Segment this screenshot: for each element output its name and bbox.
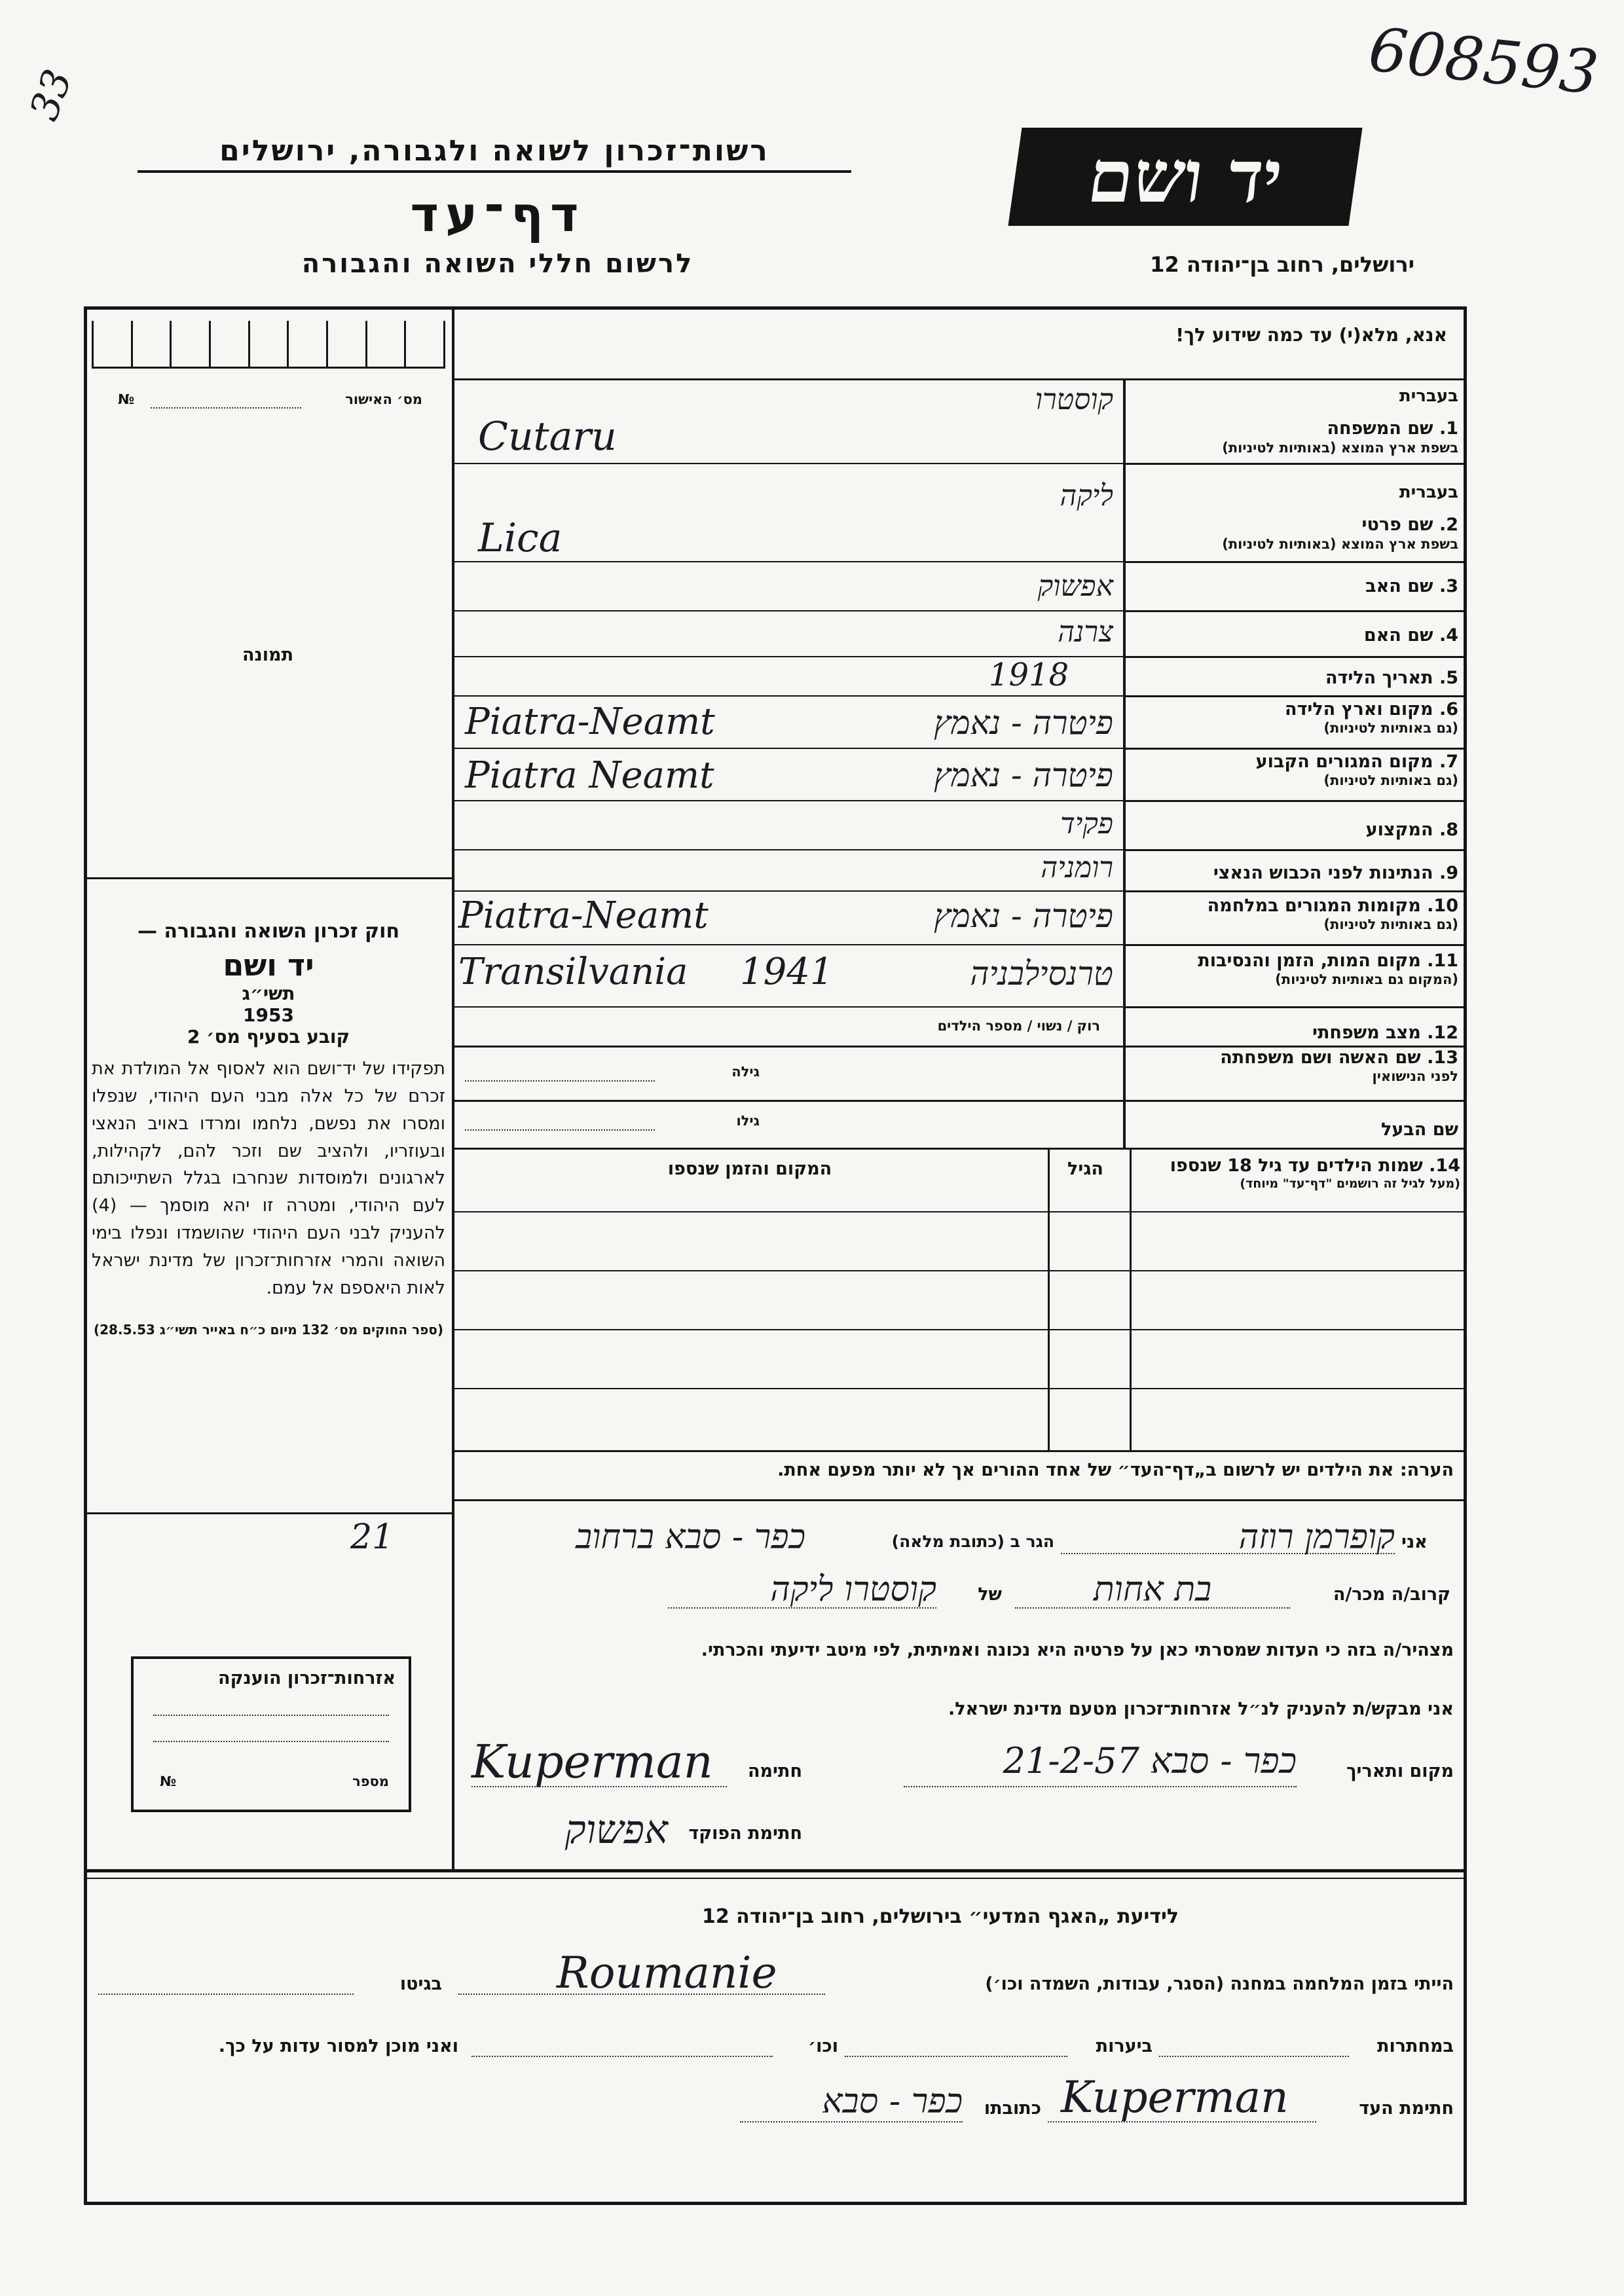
children-table <box>452 1149 1467 1480</box>
rule <box>85 1878 1467 1879</box>
birthplace-hebrew: פיטרה - נאמץ <box>934 704 1113 742</box>
authority-name: רשות־זכרון לשואה ולגבורה, ירושלים <box>138 134 851 173</box>
law-clause: קובע בסעיף מס׳ 2 <box>187 1026 350 1048</box>
rule <box>1123 890 1467 892</box>
husband-age-label: גילו <box>736 1113 760 1129</box>
rule <box>1123 944 1467 946</box>
declarant-name: קופרמן רוזה <box>1238 1518 1395 1557</box>
confirmation-label: מס׳ האישור <box>345 392 422 407</box>
surname-hebrew: קוסטרו <box>1035 383 1113 416</box>
field-8-num: 8. <box>1439 820 1458 840</box>
relation-line <box>1015 1607 1290 1609</box>
signature-label: חתימה <box>747 1761 802 1781</box>
field-13-sub: לפני הנישואין <box>1372 1068 1458 1085</box>
field-9-title: הנתינות לפני הכבוש הנאצי <box>1213 863 1433 883</box>
field-11-sub: (המקום גם באותיות לטיניות) <box>1275 972 1458 988</box>
law-year: 1953 <box>243 1004 294 1026</box>
field-6-sub: (גם באותיות לטיניות) <box>1323 720 1458 737</box>
marital-hint: רוק / נשוי / מספר הילדים <box>937 1018 1100 1034</box>
rule <box>85 1869 1467 1872</box>
witness-ready: ואני מוכן למסור עדות על כך. <box>218 2036 458 2056</box>
field-7-label <box>1128 752 1458 788</box>
father-name: אפשוק <box>1037 570 1113 603</box>
witness-forests: ביערות <box>1096 2036 1153 2056</box>
relation: בת אחות <box>1093 1570 1212 1609</box>
field-14-num: 14. <box>1429 1156 1460 1176</box>
husband-age-line <box>465 1129 655 1131</box>
confirmation-line <box>151 407 301 409</box>
address: ירושלים, רחוב בן־יהודה 12 <box>1150 252 1414 277</box>
profession: פקיד <box>1060 807 1113 841</box>
witness-line1-line <box>458 1994 825 1995</box>
husband-label: שם הבעל <box>1380 1120 1458 1140</box>
field-11-num: 11. <box>1427 951 1458 971</box>
witness-sig-label: חתימת העד <box>1359 2098 1454 2119</box>
witness-ghetto: בגיטו <box>399 1974 442 1994</box>
children-age-header: הגיל <box>1067 1159 1103 1179</box>
declarant-signature: Kuperman <box>471 1735 713 1789</box>
field-12-title: מצב משפחתי <box>1312 1023 1421 1043</box>
death-place-hebrew: טרנסילבניה <box>970 955 1113 993</box>
label-column-divider <box>1123 378 1126 1148</box>
witness-underground-line <box>1159 2056 1349 2057</box>
field-12-num: 12. <box>1427 1023 1458 1043</box>
residence-latin: Piatra Neamt <box>465 754 714 797</box>
witness-signature: Kuperman <box>1061 2072 1289 2123</box>
record-number: 608593 <box>1365 14 1602 109</box>
field-8-label <box>1128 820 1458 841</box>
official-signature: אפשוק <box>564 1807 668 1853</box>
rule <box>452 610 1123 611</box>
witness-addr-label: כתובתו <box>984 2098 1041 2119</box>
wartime-residence-latin: Piatra-Neamt <box>458 894 709 937</box>
place-date-value: כפר - סבא 21-2-57 <box>1003 1740 1297 1781</box>
rule <box>452 463 1123 464</box>
field-5-num: 5. <box>1439 668 1458 688</box>
death-year: 1941 <box>740 951 834 993</box>
field-9-num: 9. <box>1439 863 1458 883</box>
rule <box>1123 800 1467 802</box>
place-date-line <box>904 1786 1297 1787</box>
witness-etc-line <box>471 2056 773 2057</box>
official-label: חתימת הפוקד <box>688 1823 802 1844</box>
relative-label: קרוב/ה מכר/ה <box>1333 1584 1450 1605</box>
field-1-title: שם המשפחה <box>1327 418 1433 439</box>
witness-ghetto-line <box>98 1994 354 1995</box>
intro-text: אנא, מלא(י) עד כמה שידוע לך! <box>1175 324 1447 346</box>
rule <box>1123 849 1467 851</box>
field-6-title: מקום וארץ הלידה <box>1284 699 1433 720</box>
margin-number: 33 <box>21 64 82 126</box>
field-6-label <box>1128 699 1458 736</box>
field-4-num: 4. <box>1439 625 1458 646</box>
of-name: קוסטרו ליקה <box>770 1570 936 1609</box>
declaration: מצהיר/ה בזה כי העדות שמסרתי כאן על פרטיה היא נכונה ואמיתית, לפי מיטב ידיעתי והכרתי. <box>701 1640 1454 1660</box>
field-10-label <box>1128 896 1458 932</box>
field-9-label <box>1128 863 1458 884</box>
citizenship-box-number-label: מספר <box>352 1774 389 1789</box>
lives-label: הגר ב (כתובת מלאה) <box>891 1532 1054 1551</box>
rule <box>452 890 1123 892</box>
note: הערה: את הילדים יש לרשום ב„דף־העד״ של אחד ההורים אך לא יותר מפעם אחת. <box>777 1460 1454 1480</box>
field-1-num: 1. <box>1439 418 1458 439</box>
field-13-label <box>1128 1048 1458 1084</box>
form-subtitle: לרשום חללי השואה והגבורה <box>301 249 694 279</box>
field-5-label <box>1128 668 1458 689</box>
field-2-hebrew-tag: בעברית <box>1399 483 1458 502</box>
citizenship-box <box>131 1656 411 1812</box>
rule <box>452 378 1467 380</box>
law-box <box>92 920 445 1338</box>
declarant-house: 21 <box>350 1518 394 1557</box>
of-name-line <box>668 1607 936 1609</box>
wife-age-line <box>465 1080 655 1082</box>
field-11-title: מקום המות, הזמן והנסיבות <box>1198 951 1421 971</box>
law-body: תפקידו של יד־ושם הוא לאסוף אל המולדת את זכרם של כל אלה מבני העם היהודי, שנפלו ומסרו את נפשם, נלחמו ומרדו באויב הנאצי ובעוזריו, ולהציב שם וזכר להם, לקהילות, לארגונים ולמוסדות שנחרבו בגלל השתייכותם לעם היהודי, ומטרה זו יהא מוסמך — (4) להעניק לבני העם היהודי שהושמדו ונפלו בימי השואה והמרי אזרחות־זכרון של מדינת ישראל לאות היאספם אל עמם. <box>92 1059 445 1298</box>
law-title: חוק זכרון השואה והגבורה — <box>137 920 400 943</box>
firstname-latin: Lica <box>478 515 563 561</box>
witness-heading: לידיעת „האגף המדעי״ בירושלים, רחוב בן־יהודה 12 <box>701 1905 1179 1928</box>
declarant-i-label: אני <box>1401 1532 1428 1552</box>
field-4-title: שם האם <box>1363 625 1433 646</box>
rule <box>452 748 1123 749</box>
wartime-residence-hebrew: פיטרה - נאמץ <box>934 897 1113 935</box>
witness-sig-line <box>1048 2121 1316 2123</box>
field-7-title: מקום המגורים הקבוע <box>1255 752 1433 772</box>
rule <box>1123 695 1467 697</box>
field-10-title: מקומות המגורים במלחמה <box>1207 896 1421 916</box>
field-3-title: שם האב <box>1365 576 1433 596</box>
rule <box>85 1512 452 1514</box>
nationality: רומניה <box>1041 851 1113 884</box>
column-divider <box>452 308 454 1869</box>
surname-latin: Cutaru <box>478 414 617 460</box>
field-2-label <box>1128 483 1458 552</box>
form-title: דף־עד <box>410 187 585 243</box>
rule <box>1123 748 1467 750</box>
field-6-num: 6. <box>1439 699 1458 720</box>
field-3-label <box>1128 576 1458 597</box>
place-date-label: מקום ותאריך <box>1346 1761 1454 1781</box>
field-2-sub: בשפת ארץ המוצא (באותיות לטיניות) <box>1222 536 1458 552</box>
rule <box>452 695 1123 697</box>
rule <box>452 561 1123 562</box>
citizenship-box-no: № <box>160 1774 177 1789</box>
birth-date: 1918 <box>989 657 1069 693</box>
field-3-num: 3. <box>1439 576 1458 596</box>
rule <box>1123 1006 1467 1008</box>
field-7-num: 7. <box>1439 752 1458 772</box>
rule <box>452 1100 1467 1102</box>
rule <box>1123 561 1467 563</box>
rule <box>85 877 452 879</box>
field-10-num: 10. <box>1427 896 1458 916</box>
field-2-num: 2. <box>1439 515 1458 536</box>
rule <box>452 849 1123 850</box>
witness-line1-label: הייתי בזמן המלחמה במחנה (הסגר, עבודות, השמדה וכו׳) <box>985 1974 1454 1994</box>
rule <box>1123 463 1467 465</box>
rule <box>452 944 1123 945</box>
rule <box>452 1499 1467 1501</box>
field-14-label <box>1133 1156 1460 1191</box>
rule <box>1123 656 1467 658</box>
field-7-sub: (גם באותיות לטיניות) <box>1323 773 1458 789</box>
field-13-num: 13. <box>1427 1048 1458 1068</box>
witness-etc: וכו׳ <box>808 2036 838 2056</box>
field-1-hebrew-tag: בעברית <box>1399 386 1458 406</box>
photo-label: תמונה <box>242 645 294 665</box>
residence-hebrew: פיטרה - נאמץ <box>934 756 1113 794</box>
field-5-title: תאריך הלידה <box>1325 668 1433 688</box>
firstname-hebrew: ליקה <box>1060 479 1113 513</box>
of-label: של <box>978 1584 1002 1605</box>
witness-underground: במחתרות <box>1377 2036 1454 2056</box>
confirmation-boxes <box>92 321 445 367</box>
request: אני מבקש/ת להעניק לנ״ל אזרחות־זכרון מטעם מדינת ישראל. <box>948 1699 1454 1719</box>
birthplace-latin: Piatra-Neamt <box>465 701 715 743</box>
confirmation-no: № <box>118 392 135 407</box>
field-14-title: שמות הילדים עד גיל 18 שנספו <box>1170 1156 1423 1176</box>
wife-age-label: גילה <box>731 1064 760 1080</box>
declarant-name-line <box>1061 1553 1395 1554</box>
declarant-address: כפר - סבא ברחוב <box>576 1518 805 1557</box>
signature-line <box>471 1786 727 1787</box>
rule <box>452 800 1123 801</box>
field-4-label <box>1128 625 1458 646</box>
yad-vashem-logo <box>1008 128 1362 226</box>
field-8-title: המקצוע <box>1365 820 1433 840</box>
witness-forests-line <box>845 2056 1067 2057</box>
law-year-heb: תשי״ג <box>242 983 295 1004</box>
field-13-title: שם האשה ושם משפחתה <box>1220 1048 1421 1068</box>
rule <box>452 1006 1123 1008</box>
field-1-sub: בשפת ארץ המוצא (באותיות לטיניות) <box>1222 439 1458 456</box>
witness-camp: Roumanie <box>557 1948 777 1998</box>
field-11-label <box>1128 951 1458 987</box>
field-2-title: שם פרטי <box>1361 515 1433 536</box>
logo-text: יד ושם <box>1082 134 1288 219</box>
citizenship-box-title: אזרחות־זכרון הוענקה <box>218 1668 396 1688</box>
field-12-label <box>1128 1023 1458 1044</box>
law-source: (ספר החוקים מס׳ 132 מיום כ״ח באייר תשי״ג 28.5.53) <box>94 1321 443 1338</box>
field-1-label <box>1128 386 1458 456</box>
field-14-sub: (מעל לגיל זה רושמים "דף־עד" מיוחד) <box>1240 1176 1460 1192</box>
field-10-sub: (גם באותיות לטיניות) <box>1323 917 1458 933</box>
rule <box>1123 610 1467 612</box>
witness-addr-line <box>740 2121 963 2123</box>
death-place-latin: Transilvania <box>458 951 688 993</box>
mother-name: צרנה <box>1058 615 1113 649</box>
law-name: יד ושם <box>223 947 314 983</box>
children-place-header: המקום והזמן שנספו <box>667 1159 832 1179</box>
witness-address: כפר - סבא <box>822 2082 963 2121</box>
